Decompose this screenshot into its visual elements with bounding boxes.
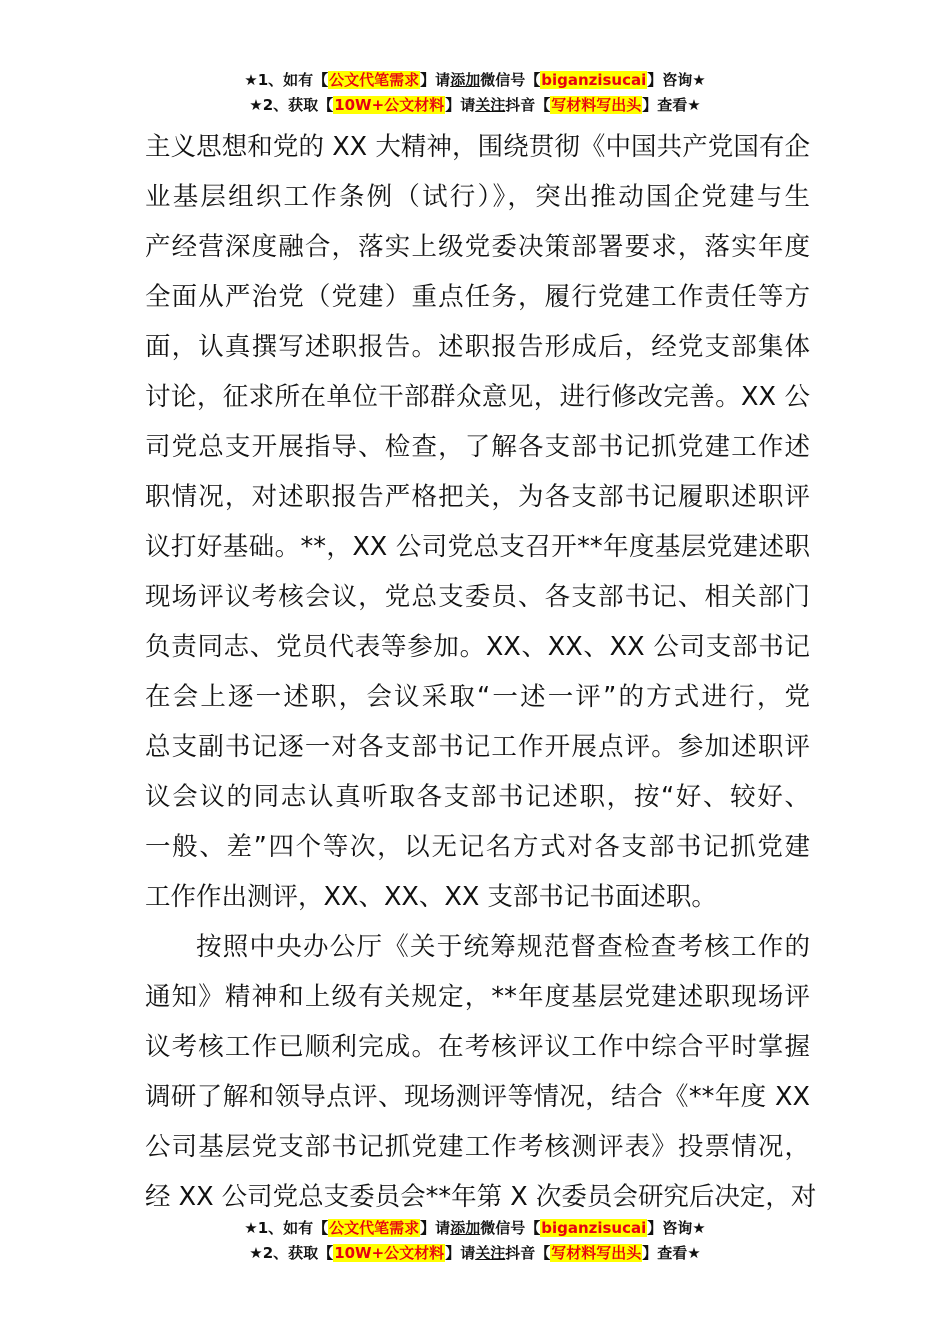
text-line: 负责同志、党员代表等参加。XX、XX、XX 公司支部书记 — [145, 632, 810, 662]
banner-line-1 — [0, 1216, 950, 1241]
text-line: 总支副书记逐一对各支部书记工作开展点评。参加述职评 — [145, 732, 810, 762]
text-line: 讨论，征求所在单位干部群众意见，进行修改完善。XX 公 — [145, 382, 810, 412]
footer-banner — [0, 1216, 950, 1266]
banner-douyin-id: 写材料写出头 — [551, 96, 642, 114]
text-line: 全面从严治党（党建）重点任务，履行党建工作责任等方 — [145, 282, 810, 312]
text-line: 主义思想和党的 XX 大精神，围绕贯彻《中国共产党国有企 — [145, 132, 810, 162]
text-line: 现场评议考核会议，党总支委员、各支部书记、相关部门 — [145, 582, 810, 612]
banner-highlight: 10W+公文材料 — [334, 96, 445, 114]
banner-highlight: 10W+公文材料 — [334, 1244, 445, 1262]
text-line: 产经营深度融合，落实上级党委决策部署要求，落实年度 — [145, 232, 810, 262]
banner-text: 微信号【 — [480, 71, 541, 89]
text-line: 公司基层党支部书记抓党建工作考核测评表》投票情况， — [145, 1132, 810, 1162]
banner-text-underlined: 关注 — [475, 96, 506, 114]
banner-text: ★1、如有【 — [244, 71, 329, 89]
banner-highlight: 公文代笔需求 — [329, 71, 420, 89]
banner-text: 】查看★ — [642, 96, 701, 114]
paragraph-end-line: 工作作出测评，XX、XX、XX 支部书记书面述职。 — [145, 882, 717, 912]
banner-highlight: 公文代笔需求 — [329, 1219, 420, 1237]
banner-text-underlined: 关注 — [475, 1244, 506, 1262]
banner-wechat-id: biganzisucai — [541, 1219, 647, 1237]
banner-text: 】咨询★ — [647, 71, 706, 89]
header-banner — [0, 68, 950, 118]
paragraph-start-line: 按照中央办公厅《关于统筹规范督查检查考核工作的 — [196, 932, 810, 962]
text-line: 议会议的同志认真听取各支部书记述职，按“好、较好、 — [145, 782, 810, 812]
text-line: 司党总支开展指导、检查，了解各支部书记抓党建工作述 — [145, 432, 810, 462]
text-line: 议打好基础。**，XX 公司党总支召开**年度基层党建述职 — [145, 532, 810, 562]
banner-text-underlined: 添加 — [450, 1219, 481, 1237]
banner-text: 】咨询★ — [647, 1219, 706, 1237]
text-line: 职情况，对述职报告严格把关，为各支部书记履职述职评 — [145, 482, 810, 512]
banner-text: 微信号【 — [480, 1219, 541, 1237]
banner-text: ★2、获取【 — [249, 96, 334, 114]
text-line: 经 XX 公司党总支委员会**年第 X 次委员会研究后决定，对 — [145, 1182, 817, 1212]
banner-text: ★2、获取【 — [249, 1244, 334, 1262]
banner-text-underlined: 添加 — [450, 71, 481, 89]
text-line: 通知》精神和上级有关规定，**年度基层党建述职现场评 — [145, 982, 810, 1012]
banner-line-2 — [0, 1241, 950, 1266]
banner-text: 抖音【 — [505, 96, 551, 114]
banner-text: 抖音【 — [505, 1244, 551, 1262]
banner-text: ★1、如有【 — [244, 1219, 329, 1237]
banner-text: 】请 — [420, 1219, 451, 1237]
banner-text: 】请 — [445, 1244, 476, 1262]
banner-text: 】请 — [420, 71, 451, 89]
text-line: 在会上逐一述职，会议采取“一述一评”的方式进行，党 — [145, 682, 810, 712]
text-line: 面，认真撰写述职报告。述职报告形成后，经党支部集体 — [145, 332, 810, 362]
banner-text: 】请 — [445, 96, 476, 114]
document-body — [145, 122, 817, 1222]
banner-line-2 — [0, 93, 950, 118]
banner-line-1 — [0, 68, 950, 93]
banner-text: 】查看★ — [642, 1244, 701, 1262]
banner-wechat-id: biganzisucai — [541, 71, 647, 89]
text-line: 议考核工作已顺利完成。在考核评议工作中综合平时掌握 — [145, 1032, 810, 1062]
banner-douyin-id: 写材料写出头 — [551, 1244, 642, 1262]
text-line: 一般、差”四个等次，以无记名方式对各支部书记抓党建 — [145, 832, 810, 862]
text-line: 业基层组织工作条例（试行）》，突出推动国企党建与生 — [145, 182, 810, 212]
text-line: 调研了解和领导点评、现场测评等情况，结合《**年度 XX — [145, 1082, 810, 1112]
